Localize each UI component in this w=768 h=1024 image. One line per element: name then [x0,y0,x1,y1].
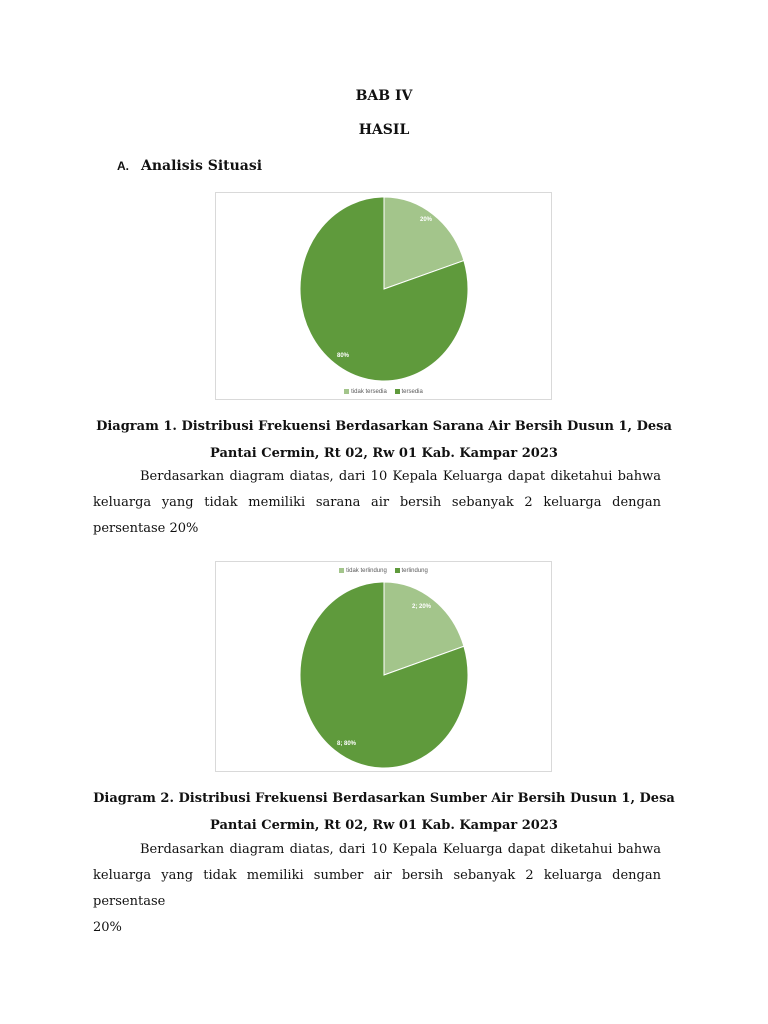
pie-chart-sumber [215,561,552,772]
legend-item-2 [395,568,428,574]
pie-chart-sarana [215,192,552,400]
pie-data-label: 80% [337,353,350,359]
pie-data-label: 8; 80% [337,741,357,747]
paragraph-2 [93,837,661,941]
legend-swatch [395,389,400,394]
pie-chart-1-svg [216,193,553,401]
paragraph-line: Berdasarkan diagram diatas, dari 10 Kepala Keluarga dapat diketahui bahwa [140,469,661,484]
legend-label: tersedia [401,389,423,396]
legend-label: tidak tersedia [351,389,387,396]
legend-swatch [344,389,349,394]
legend-item-1 [339,568,387,574]
pie-data-label: 20% [420,217,433,223]
legend-item-1 [344,389,387,395]
chart-caption-1 [90,413,678,467]
section-letter: A. [117,159,129,173]
caption-line: Pantai Cermin, Rt 02, Rw 01 Kab. Kampar 2023 [210,818,558,833]
caption-line: Pantai Cermin, Rt 02, Rw 01 Kab. Kampar 2023 [210,446,558,461]
legend-label: tidak terlindung [346,568,387,575]
section-title: Analisis Situasi [141,158,263,174]
paragraph-line: Berdasarkan diagram diatas, dari 10 Kepala Keluarga dapat diketahui bahwa [140,842,661,857]
chart-legend [216,389,551,395]
caption-line: Diagram 1. Distribusi Frekuensi Berdasarkan Sarana Air Bersih Dusun 1, Desa [96,419,672,434]
paragraph-line: 20% [93,920,122,935]
section-heading [117,158,262,174]
chart-caption-2 [90,785,678,839]
paragraph-line: keluarga yang tidak memiliki sarana air bersih sebanyak 2 keluarga dengan persentase 20% [93,495,661,536]
legend-item-2 [395,389,423,395]
pie-data-label: 2; 20% [412,604,432,610]
legend-swatch [339,568,344,573]
pie-chart-2-svg [216,562,553,773]
chapter-title: BAB IV [355,88,413,104]
caption-line: Diagram 2. Distribusi Frekuensi Berdasarkan Sumber Air Bersih Dusun 1, Desa [93,791,675,806]
legend-swatch [395,568,400,573]
chart-legend [216,568,551,574]
chapter-heading: HASIL [358,122,410,138]
paragraph-1 [93,464,661,542]
legend-label: terlindung [401,568,428,575]
paragraph-line: keluarga yang tidak memiliki sumber air bersih sebanyak 2 keluarga dengan persentase [93,868,661,909]
